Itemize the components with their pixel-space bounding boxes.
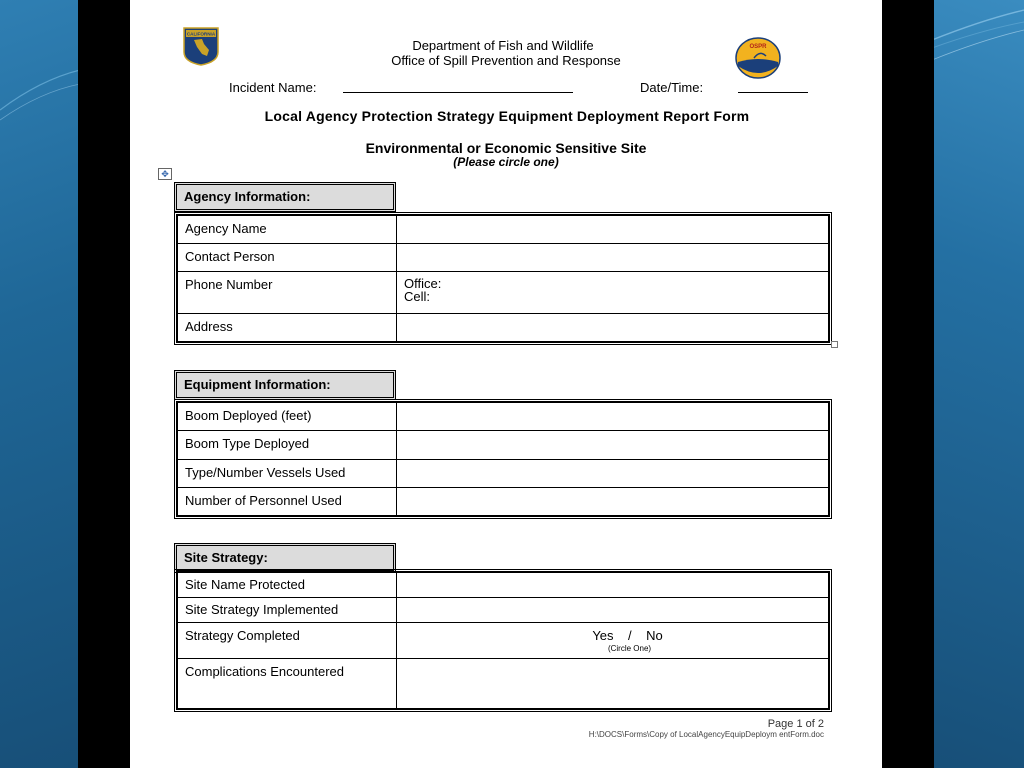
address-label: Address	[178, 314, 397, 342]
date-time-label: Date/Time:	[640, 80, 704, 95]
circle-one-note: (Please circle one)	[453, 155, 559, 169]
site-type-heading: Environmental or Economic Sensitive Site	[365, 140, 647, 156]
strategy-completed-label: Strategy Completed	[178, 623, 397, 659]
agency-name-field[interactable]	[397, 216, 829, 244]
complications-label: Complications Encountered	[178, 659, 397, 709]
strategy-implemented-field[interactable]	[397, 598, 829, 623]
table-row	[178, 272, 829, 314]
vessels-used-label: Type/Number Vessels Used	[178, 460, 397, 488]
table-move-handle-icon[interactable]: ✥	[158, 168, 172, 180]
table-row	[178, 598, 829, 623]
table-row	[178, 659, 829, 709]
decorative-swoosh-left	[0, 0, 80, 768]
office-title: Office of Spill Prevention and Response	[391, 53, 621, 68]
phone-number-label: Phone Number	[178, 272, 397, 314]
boom-type-field[interactable]	[397, 431, 829, 460]
slide-background-left	[0, 0, 80, 768]
equipment-info-table	[174, 399, 832, 519]
table-row	[178, 244, 829, 272]
seal-text: CALIFORNIA	[186, 31, 216, 37]
table-row	[178, 314, 829, 342]
site-strategy-heading: Site Strategy:	[174, 543, 396, 573]
boom-type-label: Boom Type Deployed	[178, 431, 397, 460]
table-row	[178, 623, 829, 659]
contact-person-field[interactable]	[397, 244, 829, 272]
agency-name-label: Agency Name	[178, 216, 397, 244]
department-title: Department of Fish and Wildlife	[412, 38, 594, 53]
form-title: Local Agency Protection Strategy Equipment Deployment Report Form	[264, 108, 750, 124]
decorative-swoosh-right	[932, 0, 1024, 768]
agency-info-heading: Agency Information:	[174, 182, 396, 212]
personnel-used-label: Number of Personnel Used	[178, 488, 397, 516]
yes-no-field[interactable]	[397, 623, 829, 659]
incident-name-field[interactable]	[343, 92, 573, 93]
date-time-field[interactable]	[738, 92, 808, 93]
ospr-logo-text: OSPR	[749, 44, 767, 50]
phone-number-field[interactable]	[397, 272, 829, 314]
agency-info-table	[174, 212, 832, 345]
site-name-field[interactable]	[397, 573, 829, 598]
table-row	[178, 403, 829, 431]
file-path: H:\DOCS\Forms\Copy of LocalAgencyEquipDeploym entForm.doc	[588, 730, 824, 739]
address-field[interactable]	[397, 314, 829, 342]
vessels-used-field[interactable]	[397, 460, 829, 488]
table-row	[178, 488, 829, 516]
table-row	[178, 460, 829, 488]
complications-field[interactable]	[397, 659, 829, 709]
ospr-logo-icon	[734, 36, 782, 80]
slide-background-right	[932, 0, 1024, 768]
table-resize-handle[interactable]	[831, 341, 838, 348]
contact-person-label: Contact Person	[178, 244, 397, 272]
yes-no-slash: /	[627, 628, 632, 643]
no-option[interactable]: No	[646, 628, 663, 643]
document-page	[130, 0, 882, 768]
letterbox-right	[882, 0, 934, 768]
equipment-info-heading: Equipment Information:	[174, 370, 396, 400]
boom-deployed-field[interactable]	[397, 403, 829, 431]
site-name-label: Site Name Protected	[178, 573, 397, 598]
table-row	[178, 573, 829, 598]
personnel-used-field[interactable]	[397, 488, 829, 516]
circle-one-hint: (Circle One)	[607, 644, 652, 653]
table-row	[178, 216, 829, 244]
office-phone-label: Office:	[404, 276, 442, 291]
page-number: Page 1 of 2	[767, 718, 824, 730]
table-row	[178, 431, 829, 460]
strategy-implemented-label: Site Strategy Implemented	[178, 598, 397, 623]
site-strategy-table	[174, 569, 832, 712]
boom-deployed-label: Boom Deployed (feet)	[178, 403, 397, 431]
yes-option[interactable]: Yes	[592, 628, 614, 643]
cell-phone-label: Cell:	[404, 289, 431, 304]
incident-name-label: Incident Name:	[229, 80, 317, 95]
letterbox-left	[78, 0, 130, 768]
